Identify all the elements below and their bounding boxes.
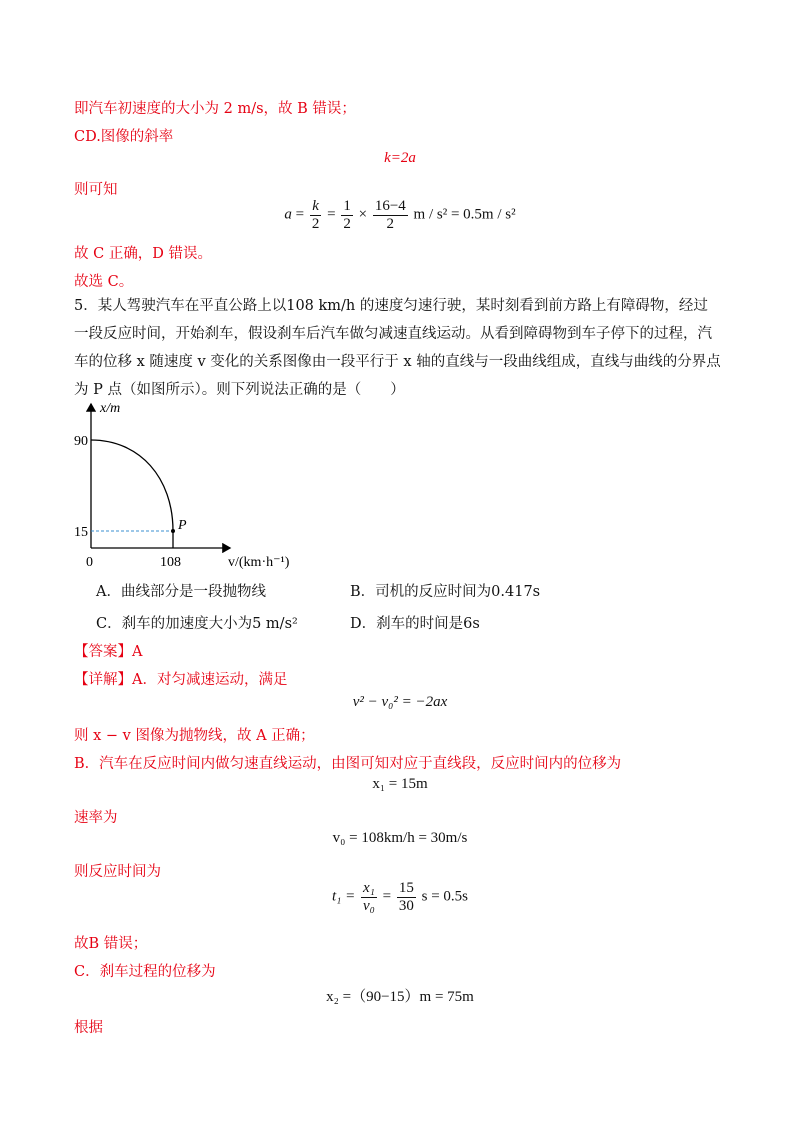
y-axis-label: x/m [100, 401, 121, 416]
question-5: 5．某人驾驶汽车在平直公路上以108 km/h 的速度匀速行驶，某时刻看到前方路上有障碍物，经过一段反应时间，开始刹车，假设刹车后汽车做匀减速直线运动。从看到障碍物到车子停下的过程，汽车的位移 x 随速度 v 变化的关系图像由一段平行于 x 轴的直线与一段曲线组成，直线与曲线的分界点为 P 点（如图所示）。则下列说法正确的是（ ） [74, 298, 721, 398]
frac-15-30: $\frac{15}{30}$ [398, 880, 414, 914]
x-axis-label: v/(km·h⁻¹) [228, 555, 290, 570]
text-line: 根据 [74, 1020, 103, 1036]
frac-16: $\frac{16-4}{2}$ [374, 198, 406, 232]
curve [91, 440, 173, 531]
equation-3: v₀ = 108km/h = 30m/s [332, 830, 468, 846]
frac-x1v0: $\frac{\text{x₁}}{\text{v₀}}$ [363, 880, 375, 914]
text-line: 故B 错误； [74, 936, 148, 952]
tick-108: 108 [160, 555, 181, 570]
eq4-rest: s = 0.5s [421, 888, 468, 905]
equation-4: t₁ = $\frac{\text{x₁}}{\text{v₀}}$ = $\frac{15}{30}$ s = 0.5s [332, 880, 468, 914]
option-d: D．刹车的时间是6s [350, 616, 480, 632]
tick-15: 15 [74, 525, 88, 540]
text-line: 则反应时间为 [74, 864, 161, 880]
detail: 【详解】A．对匀减速运动，满足 [74, 672, 288, 688]
text-line: 即汽车初速度的大小为 2 m/s，故 B 错误； [74, 101, 356, 117]
text-line: 故选 C。 [74, 274, 134, 290]
text-line: C．刹车过程的位移为 [74, 964, 216, 980]
equation-a: a = $\frac{k}{2}$ = $\frac{1}{2}$ × $\frac{16-4}{2}$ m / s² = 0.5m / s² [284, 198, 516, 232]
option-c: C．刹车的加速度大小为5 m/s² [96, 616, 298, 632]
equation-2: x₁ = 15m [372, 776, 428, 792]
text-line: CD.图像的斜率 [74, 129, 174, 145]
tick-90: 90 [74, 434, 88, 449]
frac-12: $\frac{1}{2}$ [343, 198, 351, 232]
text-line: B．汽车在反应时间内做匀速直线运动，由图可知对应于直线段，反应时间内的位移为 [74, 756, 622, 772]
eq-a-lhs: a [284, 206, 292, 223]
text-line: 故 C 正确，D 错误。 [74, 246, 213, 262]
option-a: A．曲线部分是一段抛物线 [96, 584, 266, 600]
label-p: P [178, 518, 187, 533]
text-line: 速率为 [74, 810, 118, 826]
equation-1: v² − v₀² = −2ax [352, 694, 448, 710]
eq-a-rest: m / s² = 0.5m / s² [413, 206, 516, 223]
text-line: 则可知 [74, 182, 118, 198]
frac-k2: $\frac{k}{2}$ [311, 198, 320, 232]
tick-0: 0 [86, 555, 93, 570]
eq4-lhs: t₁ = [332, 888, 356, 905]
option-b: B．司机的反应时间为0.417s [350, 584, 541, 600]
x-v-graph [70, 398, 310, 578]
equation-5: x₂ =（90−15）m = 75m [326, 989, 474, 1005]
text-line: 则 x − v 图像为抛物线，故 A 正确； [74, 728, 315, 744]
equation-k: k=2a [384, 150, 416, 166]
point-p [171, 529, 175, 533]
answer: 【答案】A [74, 644, 143, 660]
